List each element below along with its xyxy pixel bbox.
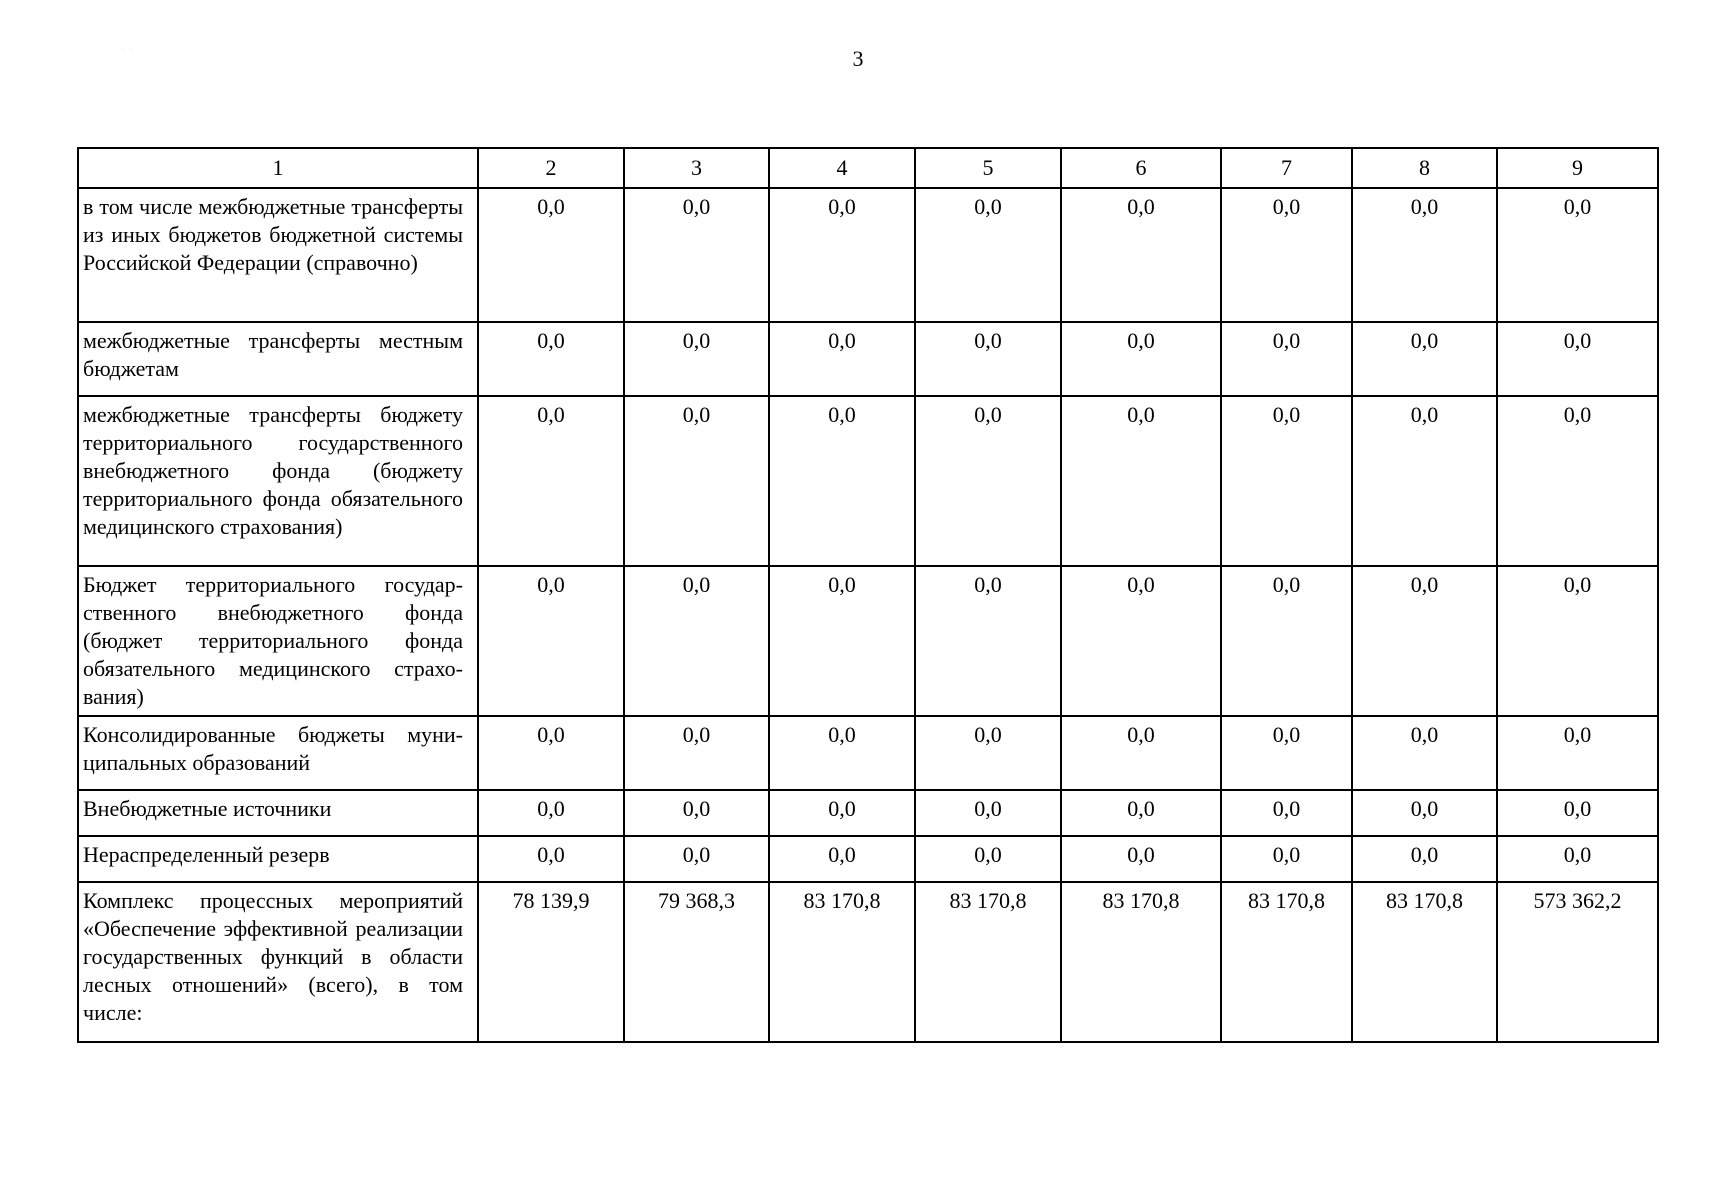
table-row <box>78 836 1658 882</box>
table-row <box>78 716 1658 790</box>
value-cell: 0,0 <box>915 396 1061 566</box>
value-cell: 0,0 <box>1061 566 1221 716</box>
value-cell: 0,0 <box>1497 790 1658 836</box>
value-cell: 0,0 <box>915 790 1061 836</box>
value-cell: 0,0 <box>1497 836 1658 882</box>
row-label: межбюджетные трансферты местным бюджетам <box>78 322 478 396</box>
value-cell: 0,0 <box>1352 188 1497 322</box>
value-cell: 0,0 <box>769 566 915 716</box>
row-label: в том числе межбюджетные трансферты из иных бюджетов бюджетной системы Российской Федерации (справочно) <box>78 188 478 322</box>
value-cell: 0,0 <box>478 836 624 882</box>
value-cell: 0,0 <box>1497 322 1658 396</box>
value-cell: 0,0 <box>915 716 1061 790</box>
value-cell: 0,0 <box>769 396 915 566</box>
value-cell: 0,0 <box>1221 188 1352 322</box>
value-cell: 0,0 <box>1221 566 1352 716</box>
value-cell: 0,0 <box>915 836 1061 882</box>
table-row <box>78 188 1658 322</box>
row-label: Нераспределенный резерв <box>78 836 478 882</box>
column-header: 9 <box>1497 148 1658 188</box>
value-cell: 0,0 <box>1061 716 1221 790</box>
value-cell: 83 170,8 <box>769 882 915 1042</box>
column-header: 1 <box>78 148 478 188</box>
header-row <box>78 148 1658 188</box>
value-cell: 0,0 <box>1352 566 1497 716</box>
table-row <box>78 322 1658 396</box>
value-cell: 0,0 <box>1061 396 1221 566</box>
row-label: межбюджетные трансферты бюджету территориального государственного внебюджетного фонда (бюджету территориального фонда обязательного медицинского страхования) <box>78 396 478 566</box>
column-header: 8 <box>1352 148 1497 188</box>
value-cell: 0,0 <box>624 322 769 396</box>
budget-table <box>77 147 1659 1043</box>
value-cell: 0,0 <box>624 716 769 790</box>
value-cell: 0,0 <box>624 188 769 322</box>
value-cell: 0,0 <box>1061 322 1221 396</box>
value-cell: 0,0 <box>478 566 624 716</box>
value-cell: 0,0 <box>478 716 624 790</box>
value-cell: 0,0 <box>1497 566 1658 716</box>
value-cell: 0,0 <box>769 836 915 882</box>
value-cell: 83 170,8 <box>915 882 1061 1042</box>
value-cell: 0,0 <box>915 322 1061 396</box>
value-cell: 83 170,8 <box>1061 882 1221 1042</box>
value-cell: 0,0 <box>769 790 915 836</box>
value-cell: 0,0 <box>1352 322 1497 396</box>
value-cell: 0,0 <box>1061 790 1221 836</box>
value-cell: 0,0 <box>1497 716 1658 790</box>
value-cell: 78 139,9 <box>478 882 624 1042</box>
value-cell: 79 368,3 <box>624 882 769 1042</box>
column-header: 7 <box>1221 148 1352 188</box>
value-cell: 0,0 <box>624 790 769 836</box>
value-cell: 0,0 <box>1061 188 1221 322</box>
value-cell: 0,0 <box>1497 188 1658 322</box>
value-cell: 83 170,8 <box>1352 882 1497 1042</box>
column-header: 5 <box>915 148 1061 188</box>
value-cell: 0,0 <box>1352 836 1497 882</box>
value-cell: 0,0 <box>769 716 915 790</box>
value-cell: 0,0 <box>478 188 624 322</box>
value-cell: 83 170,8 <box>1221 882 1352 1042</box>
value-cell: 0,0 <box>1221 396 1352 566</box>
table-row <box>78 566 1658 716</box>
column-header: 2 <box>478 148 624 188</box>
page-number: 3 <box>852 46 864 71</box>
table-row <box>78 396 1658 566</box>
value-cell: 0,0 <box>1221 836 1352 882</box>
value-cell: 0,0 <box>1061 836 1221 882</box>
value-cell: 0,0 <box>769 188 915 322</box>
value-cell: 0,0 <box>1221 322 1352 396</box>
table-row <box>78 882 1658 1042</box>
row-label: Комплекс процессных мероприятий «Обеспечение эффективной реализации государственных функций в области лесных отношений» (всего), в том числе: <box>78 882 478 1042</box>
value-cell: 0,0 <box>478 396 624 566</box>
value-cell: 0,0 <box>915 188 1061 322</box>
value-cell: 0,0 <box>1497 396 1658 566</box>
column-header: 4 <box>769 148 915 188</box>
row-label: Консолидированные бюджеты муниципальных образований <box>78 716 478 790</box>
value-cell: 0,0 <box>769 322 915 396</box>
column-header: 6 <box>1061 148 1221 188</box>
value-cell: 0,0 <box>624 566 769 716</box>
value-cell: 0,0 <box>478 322 624 396</box>
value-cell: 0,0 <box>1221 790 1352 836</box>
column-header: 3 <box>624 148 769 188</box>
scan-speck: ·· <box>122 47 138 53</box>
row-label: Внебюджетные источники <box>78 790 478 836</box>
value-cell: 0,0 <box>1352 396 1497 566</box>
value-cell: 0,0 <box>1221 716 1352 790</box>
value-cell: 573 362,2 <box>1497 882 1658 1042</box>
row-label: Бюджет территориального государственного внебюджетного фонда (бюджет территориального фонда обязательного медицинского страхования) <box>78 566 478 716</box>
table-row <box>78 790 1658 836</box>
value-cell: 0,0 <box>478 790 624 836</box>
value-cell: 0,0 <box>915 566 1061 716</box>
value-cell: 0,0 <box>624 836 769 882</box>
value-cell: 0,0 <box>1352 716 1497 790</box>
value-cell: 0,0 <box>624 396 769 566</box>
value-cell: 0,0 <box>1352 790 1497 836</box>
